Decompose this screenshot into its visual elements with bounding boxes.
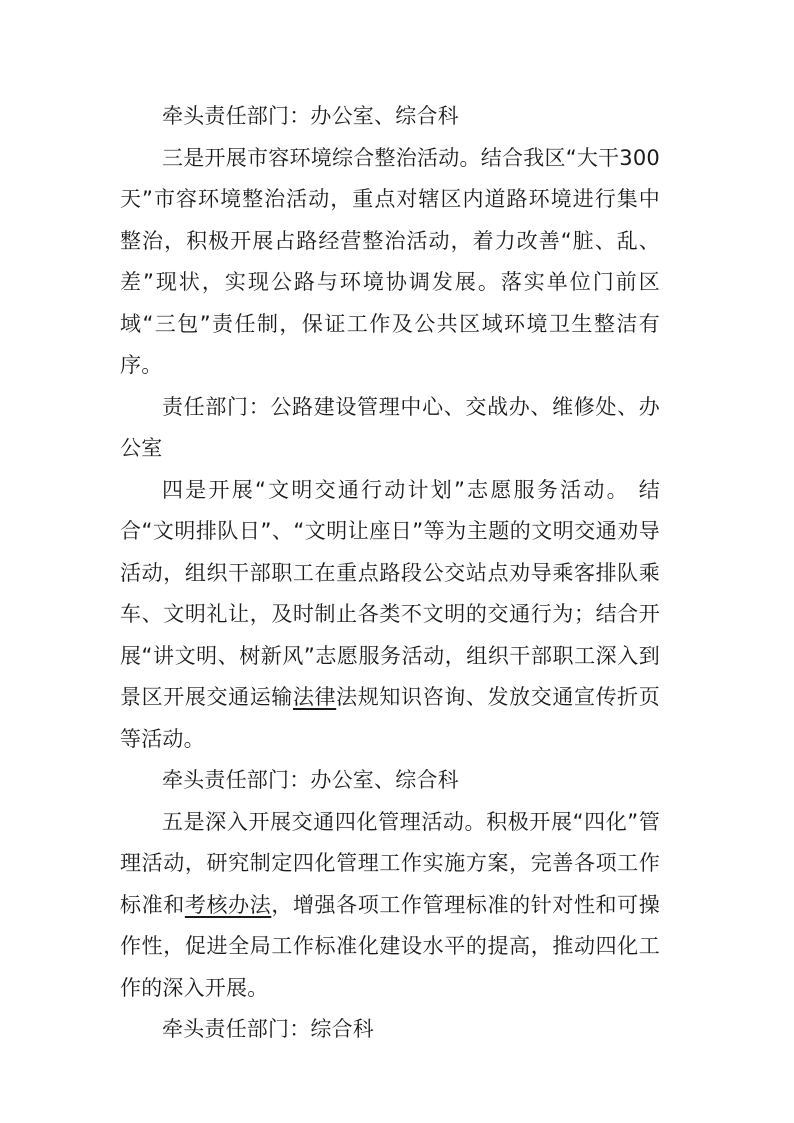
assessment-method-link[interactable]: 考核办法 bbox=[184, 892, 272, 917]
paragraph-item-four-text: 四是开展“文明交通行动计划”志愿服务活动。 结合“文明排队日”、“文明让座日”等为主题的文明交通劝导活动，组织干部职工在重点路段公交站点劝导乘客排队乘车、文明礼让，及时制止各类不文明的交通行为；结合开展“讲文明、树新风”志愿服务活动，组织干部职工深入到景区开展交通运输 bbox=[120, 477, 660, 709]
paragraph-item-four bbox=[120, 470, 660, 761]
paragraph-item-five-text-end: ，增强各项工作管理标准的针对性和可操作性，促进全局工作标准化建设水平的提高，推动四化工作的深入开展。 bbox=[120, 892, 660, 1000]
lead-department-line: 牵头责任部门：办公室、综合科 bbox=[162, 768, 459, 792]
paragraph-item-three: 三是开展市容环境综合整治活动。结合我区“大干300天”市容环境整治活动，重点对辖区内道路环境进行集中整治，积极开展占路经营整治活动，着力改善“脏、乱、差”现状，实现公路与环境协调发展。落实单位门前区域“三包”责任制，保证工作及公共区域环境卫生整洁有序。 bbox=[120, 145, 660, 377]
law-link[interactable]: 法律 bbox=[292, 685, 337, 709]
lead-department-line: 牵头责任部门：办公室、综合科 bbox=[162, 104, 459, 128]
paragraph-item-five-text: 五是深入开展交通四化管理活动。积极开展“四化”管理活动，研究制定四化管理工作实施方案，完善各项工作标准和 bbox=[120, 809, 660, 917]
paragraph-item-five bbox=[120, 802, 660, 1010]
lead-department-line: 牵头责任部门：综合科 bbox=[162, 1017, 374, 1041]
paragraph-item-four-text-end: 法规知识咨询、发放交通宣传折页等活动。 bbox=[120, 685, 660, 751]
responsible-department-line: 责任部门：公路建设管理中心、交战办、维修处、办公室 bbox=[120, 394, 660, 460]
document-page bbox=[120, 96, 660, 1051]
